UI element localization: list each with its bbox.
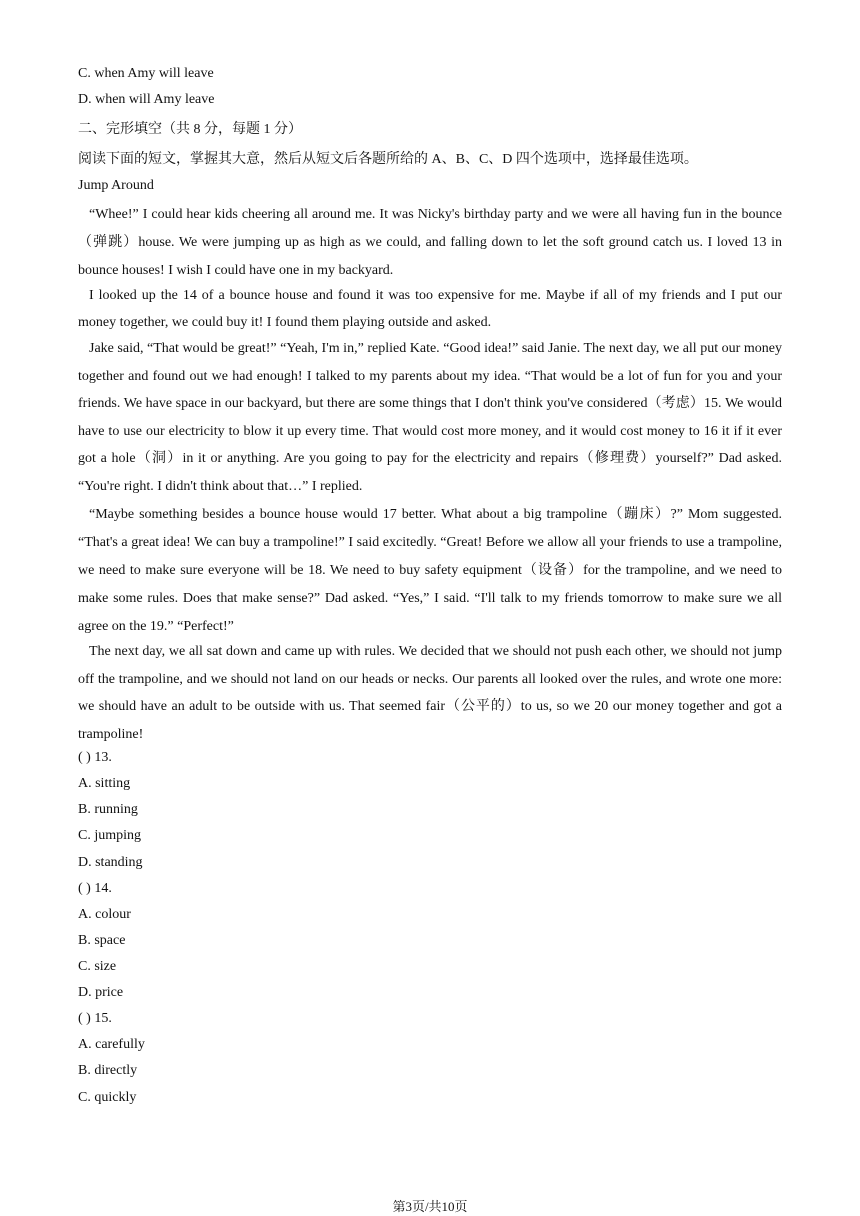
option-c-prev-question: C. when Amy will leave <box>78 66 214 81</box>
question-15-option-b: B. directly <box>78 1063 138 1078</box>
question-13-option-d: D. standing <box>78 855 143 870</box>
question-13-option-c: C. jumping <box>78 828 142 843</box>
section-heading: 二、完形填空（共 8 分，每题 1 分） <box>78 122 302 137</box>
question-13-option-a: A. sitting <box>78 776 131 791</box>
page-footer: 第3页/共10页 <box>392 1199 468 1214</box>
passage-paragraph: “Maybe something besides a bounce house would 17 better. What about a big trampoline（蹦床）?” Mom suggested. “That's a great idea! We can buy a trampoline!” I said excitedly. “Great! Before we allow all your friends to use a trampoline, we need to make sure everyone will be 18. We need to buy safety equipment（设备）for the trampoline, and we need to make some rules. Does that make sense?” Dad asked. “Yes,” I said. “I'll talk to my friends tomorrow to make sure we all agree on the 19.” “Perfect!” <box>78 507 782 634</box>
question-14-option-b: B. space <box>78 933 126 948</box>
passage-paragraph: Jake said, “That would be great!” “Yeah, I'm in,” replied Kate. “Good idea!” said Janie. The next day, we all put our money together and found out we had enough! I talked to my parents about my idea. “That would be a lot of fun for you and your friends. We have space in our backyard, but there are some things that I don't think you've considered（考虑）15. We would have to use our electricity to blow it up every time. That would cost more money, and it would cost money to 16 it if it ever got a hole（洞）in it or anything. Are you going to pay for the electricity and repairs（修理费）yourself?” Dad asked. “You're right. I didn't think about that…” I replied. <box>78 341 782 494</box>
passage-paragraph: I looked up the 14 of a bounce house and found it was too expensive for me. Maybe if all of my friends and I put our money together, we could buy it! I found them playing outside and asked. <box>78 288 782 330</box>
option-d-prev-question: D. when will Amy leave <box>78 92 215 107</box>
question-14-option-d: D. price <box>78 985 124 1000</box>
question-label-13: ( ) 13. <box>78 750 112 765</box>
question-label-14: ( ) 14. <box>78 881 112 896</box>
question-15-option-c: C. quickly <box>78 1090 137 1105</box>
question-label-15: ( ) 15. <box>78 1011 112 1026</box>
passage-title: Jump Around <box>78 178 154 193</box>
passage-paragraph: “Whee!” I could hear kids cheering all around me. It was Nicky's birthday party and we were all having fun in the bounce（弹跳）house. We were jumping up as high as we could, and falling down to let the soft ground catch us. I loved 13 in bounce houses! I wish I could have one in my backyard. <box>78 207 782 278</box>
question-14-option-a: A. colour <box>78 907 131 922</box>
section-instruction: 阅读下面的短文，掌握其大意，然后从短文后各题所给的 A、B、C、D 四个选项中，选择最佳选项。 <box>78 152 698 167</box>
question-15-option-a: A. carefully <box>78 1037 145 1052</box>
question-14-option-c: C. size <box>78 959 117 974</box>
question-13-option-b: B. running <box>78 802 138 817</box>
passage-paragraph: The next day, we all sat down and came up with rules. We decided that we should not push each other, we should not jump off the trampoline, and we should not land on our heads or necks. Our parents all looked over the rules, and wrote one more: we should have an adult to be outside with us. That seemed fair（公平的）to us, so we 20 our money together and got a trampoline! <box>78 644 782 742</box>
